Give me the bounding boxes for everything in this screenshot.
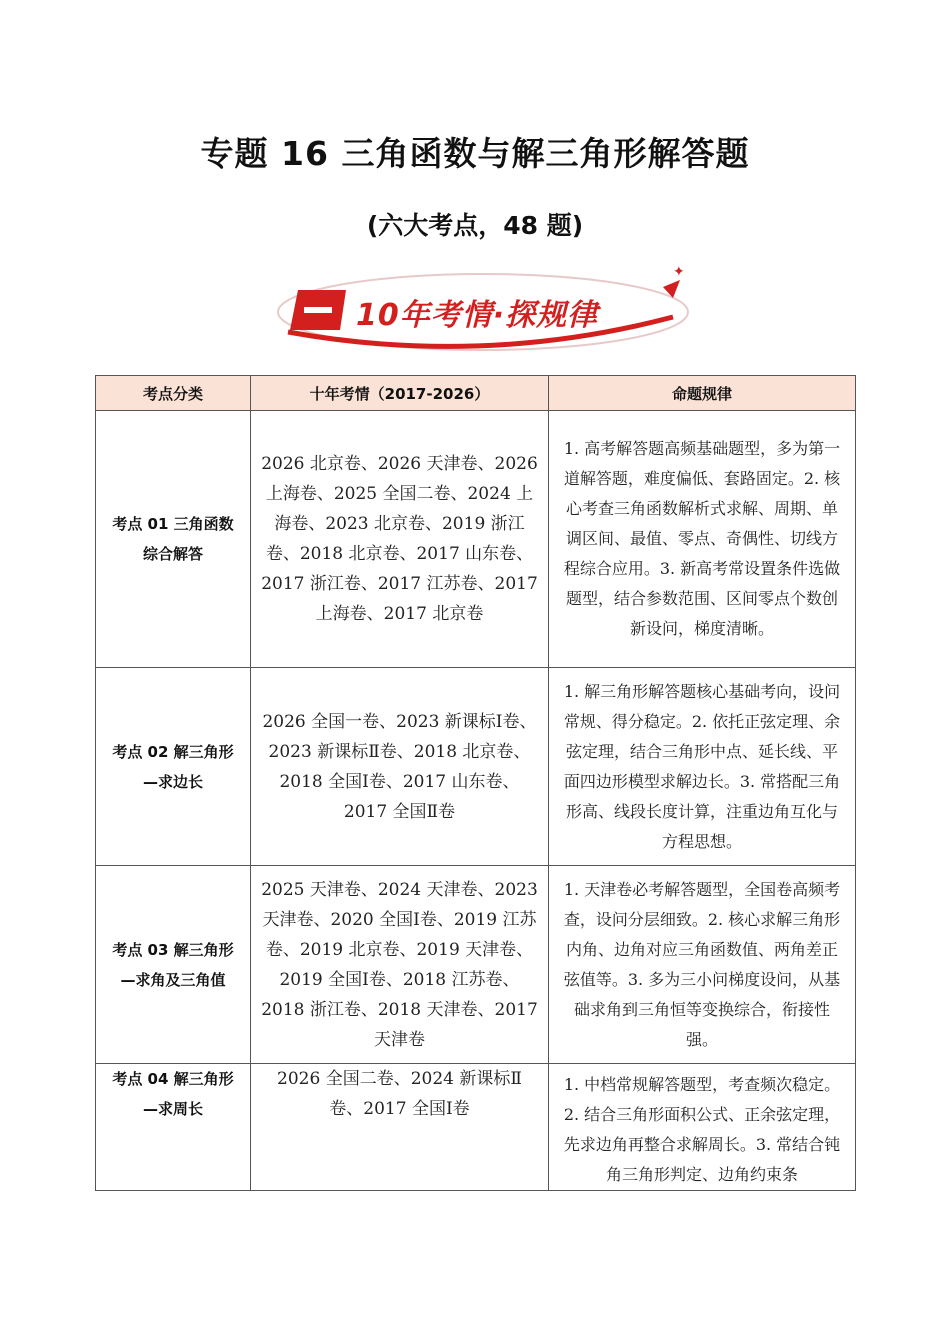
category-cell: 考点 01 三角函数综合解答 [96, 411, 251, 668]
category-cell: 考点 03 解三角形—求角及三角值 [96, 866, 251, 1064]
section-banner [268, 262, 698, 354]
table-row [96, 866, 856, 1064]
table-row [96, 411, 856, 668]
rule-cell: 1. 解三角形解答题核心基础考向，设问常规、得分稳定。2. 依托正弦定理、余弦定理，结合三角形中点、延长线、平面四边形模型求解边长。3. 常搭配三角形高、线段长度计算，注重边角互化与方程思想。 [549, 668, 856, 866]
category-cell: 考点 02 解三角形—求边长 [96, 668, 251, 866]
category-cell: 考点 04 解三角形—求周长 [96, 1064, 251, 1191]
history-cell: 2026 北京卷、2026 天津卷、2026 上海卷、2025 全国二卷、2024 上海卷、2023 北京卷、2019 浙江卷、2018 北京卷、2017 山东卷、2017 浙江卷、2017 江苏卷、2017 上海卷、2017 北京卷 [251, 411, 549, 668]
column-header-category: 考点分类 [96, 376, 251, 411]
history-cell: 2026 全国二卷、2024 新课标Ⅱ卷、2017 全国Ⅰ卷 [251, 1064, 549, 1191]
column-header-history: 十年考情（2017-2026） [251, 376, 549, 411]
column-header-rule: 命题规律 [549, 376, 856, 411]
rule-cell: 1. 天津卷必考解答题型，全国卷高频考查，设问分层细致。2. 核心求解三角形内角、边角对应三角函数值、两角差正弦值等。3. 多为三小问梯度设问，从基础求角到三角恒等变换综合，衔接性强。 [549, 866, 856, 1064]
table-header-row [96, 376, 856, 411]
table-row [96, 668, 856, 866]
page-subtitle: (六大考点，48 题) [366, 211, 584, 240]
svg-text:✦: ✦ [673, 264, 685, 280]
banner-text: 10年考情·探规律 [356, 298, 599, 333]
exam-topic-table [95, 375, 856, 1191]
rule-cell: 1. 高考解答题高频基础题型，多为第一道解答题，难度偏低、套路固定。2. 核心考查三角函数解析式求解、周期、单调区间、最值、零点、奇偶性、切线方程综合应用。3. 新高考常设置条件选做题型，结合参数范围、区间零点个数创新设问，梯度清晰。 [549, 411, 856, 668]
page-title: 专题 16 三角函数与解三角形解答题 [200, 134, 750, 173]
history-cell: 2026 全国一卷、2023 新课标Ⅰ卷、2023 新课标Ⅱ卷、2018 北京卷、2018 全国Ⅰ卷、2017 山东卷、2017 全国Ⅱ卷 [251, 668, 549, 866]
rule-cell: 1. 中档常规解答题型，考查频次稳定。2. 结合三角形面积公式、正余弦定理，先求边角再整合求解周长。3. 常结合钝角三角形判定、边角约束条 [549, 1064, 856, 1191]
table-row [96, 1064, 856, 1191]
history-cell: 2025 天津卷、2024 天津卷、2023 天津卷、2020 全国Ⅰ卷、2019 江苏卷、2019 北京卷、2019 天津卷、2019 全国Ⅰ卷、2018 江苏卷、2018 浙江卷、2018 天津卷、2017 天津卷 [251, 866, 549, 1064]
